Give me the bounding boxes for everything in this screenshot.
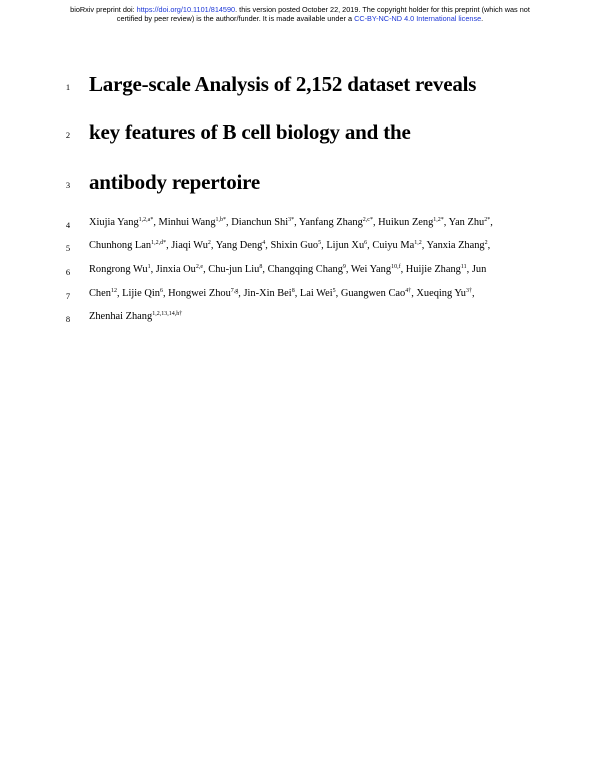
- author-affiliation: 6: [159, 288, 163, 294]
- author-affiliation: 1,2,13,14,h†: [152, 311, 183, 317]
- author: Xiujia Yang$^{1,2,a*}$,: [89, 217, 159, 228]
- author-affiliation: 2: [207, 240, 211, 246]
- author-affiliation: 12: [110, 288, 117, 294]
- author-affiliation: 1,2*: [433, 217, 444, 223]
- line-number: 4: [65, 220, 71, 230]
- author-name: Wei Yang: [350, 264, 392, 275]
- author-affiliation: 4: [262, 240, 266, 246]
- author-name: Yanxia Zhang: [426, 240, 485, 251]
- line-number: 3: [65, 180, 71, 190]
- author-affiliation: 5: [332, 288, 336, 294]
- preprint-header: [0, 5, 600, 23]
- author: Lijun Xu$^6$,: [326, 240, 373, 251]
- line-number: 6: [65, 267, 71, 277]
- author-name: Lijie Qin: [122, 288, 160, 299]
- author-affiliation: 2,e: [195, 264, 204, 270]
- author-name: Guangwen Cao: [340, 288, 406, 299]
- author-name: Yanfang Zhang: [298, 217, 363, 228]
- author-name: Chu-jun Liu: [208, 264, 260, 275]
- author-affiliation: 2: [484, 240, 488, 246]
- author: Jin-Xin Bei$^8$,: [243, 288, 300, 299]
- line-number: 7: [65, 291, 71, 301]
- author-name: Jinxia Ou: [155, 264, 196, 275]
- header-text: bioRxiv preprint doi:: [70, 5, 137, 14]
- author: Hongwei Zhou$^{7,g}$,: [168, 288, 244, 299]
- author-name: Zhenhai Zhang: [89, 311, 153, 322]
- author-affiliation: 8: [291, 288, 295, 294]
- header-line-1: [0, 5, 600, 14]
- author-affiliation: 1,b*: [215, 217, 227, 223]
- author-affiliation: 1,2: [414, 240, 422, 246]
- header-text: . this version posted October 22, 2019. The copyright holder for this preprint (which was not: [235, 5, 530, 14]
- author: Minhui Wang$^{1,b*}$,: [158, 217, 232, 228]
- author-name: Rongrong Wu: [89, 264, 148, 275]
- author: Rongrong Wu$^1$,: [89, 264, 156, 275]
- author: Xueqing $Yu^{3\dagger}$,: [416, 288, 475, 299]
- author: Huikun Zeng$^{1,2*}$,: [378, 217, 449, 228]
- author-name: Lijun Xu: [326, 240, 365, 251]
- author: Yanxia Zhang$^2$,: [426, 240, 491, 251]
- author-name: Lai Wei: [299, 288, 333, 299]
- title-line-1: Large-scale Analysis of 2,152 dataset reveals: [89, 72, 477, 96]
- author-affiliation: 3†: [465, 288, 472, 294]
- author-line-7: [89, 288, 475, 299]
- author-affiliation: 1,2,d*: [151, 240, 167, 246]
- title-line-2: key features of B cell biology and the: [89, 120, 411, 144]
- author-affiliation: 1,2,a*: [138, 217, 154, 223]
- author-affiliation: 10,f: [391, 264, 401, 270]
- author-name: Yan Zhu: [448, 217, 485, 228]
- author-affiliation: 4†: [405, 288, 412, 294]
- author-name: Huikun Zeng: [378, 217, 434, 228]
- line-number: 2: [65, 130, 71, 140]
- author-name: Jin-Xin Bei: [243, 288, 292, 299]
- author-affiliation: 5: [318, 240, 322, 246]
- author-name: Chunhong Lan: [89, 240, 152, 251]
- author: Yang Deng$^4$,: [215, 240, 271, 251]
- author-affiliation: 11: [460, 264, 467, 270]
- author: Yanfang Zhang$^{2,c*}$,: [298, 217, 379, 228]
- header-line-2: [0, 14, 600, 23]
- author: Yan Zhu$^{2*}$,: [448, 217, 493, 228]
- author: Wei Yang$^{10,f}$,: [350, 264, 406, 275]
- author: Lijie Qin$^6$,: [122, 288, 169, 299]
- header-text: .: [481, 14, 484, 23]
- author-name: Huijie Zhang: [405, 264, 461, 275]
- author-name: Cuiyu Ma: [372, 240, 415, 251]
- line-number: 8: [65, 314, 71, 324]
- author: Chen$^{12}$,: [89, 288, 123, 299]
- author: [406, 264, 467, 275]
- author-affiliation: 7,g: [230, 288, 239, 294]
- author-name: Dianchun Shi: [231, 217, 289, 228]
- author-name: Minhui Wang: [158, 217, 216, 228]
- header-text: certified by peer review) is the author/funder. It is made available under a: [116, 14, 355, 23]
- author-affiliation: 8: [259, 264, 263, 270]
- line-number: 5: [65, 243, 71, 253]
- author: Changqing Chang$^9$,: [267, 264, 351, 275]
- author-name: Shixin Guo: [270, 240, 319, 251]
- author-affiliation: 3*: [288, 217, 295, 223]
- author: Guangwen Cao$^{4\dagger}$,: [340, 288, 417, 299]
- author-affiliation: 9: [342, 264, 346, 270]
- author-name: Chen: [89, 288, 111, 299]
- author-affiliation: 1: [147, 264, 151, 270]
- author-name: Hongwei Zhou: [168, 288, 231, 299]
- author-name: Jiaqi Wu: [171, 240, 208, 251]
- author-name: Yang Deng: [215, 240, 263, 251]
- title-line-3: antibody repertoire: [89, 170, 260, 194]
- doi-link[interactable]: https://doi.org/10.1101/814590: [136, 5, 236, 14]
- author: Chu-jun Liu$^8$,: [208, 264, 268, 275]
- author-affiliation: 2,c*: [362, 217, 373, 223]
- author-line-4: [89, 217, 493, 228]
- line-number: 1: [65, 82, 71, 92]
- author-name: Changqing Chang: [267, 264, 343, 275]
- author-line-8: [89, 311, 182, 322]
- author-affiliation: 6: [364, 240, 368, 246]
- author-name: Xiujia Yang: [89, 217, 139, 228]
- author-line-6: Rongrong Wu$^1$, Jinxia Ou$^{2,e}$, Chu-jun Liu$^8$, Changqing Chang$^9$, Wei Yang$^{10,f}$, Huijie Zhang$^{11}$, Jun: [89, 264, 487, 275]
- author: [89, 311, 182, 322]
- author: Jinxia Ou$^{2,e}$,: [155, 264, 209, 275]
- author: Cuiyu Ma$^{1,2}$,: [372, 240, 427, 251]
- author-line-5: [89, 240, 490, 251]
- author-affiliation: 2*: [484, 217, 491, 223]
- author: Jiaqi Wu$^2$,: [171, 240, 216, 251]
- author: Chunhong Lan$^{1,2,d*}$,: [89, 240, 172, 251]
- author: Dianchun Shi$^{3*}$,: [231, 217, 299, 228]
- license-link[interactable]: CC-BY-NC-ND 4.0 International license: [354, 14, 482, 23]
- author: Shixin Guo$^5$,: [270, 240, 327, 251]
- author-name: Jun: [471, 264, 487, 275]
- author: Lai Wei$^5$,: [299, 288, 341, 299]
- author-name: Xueqing Yu: [416, 288, 466, 299]
